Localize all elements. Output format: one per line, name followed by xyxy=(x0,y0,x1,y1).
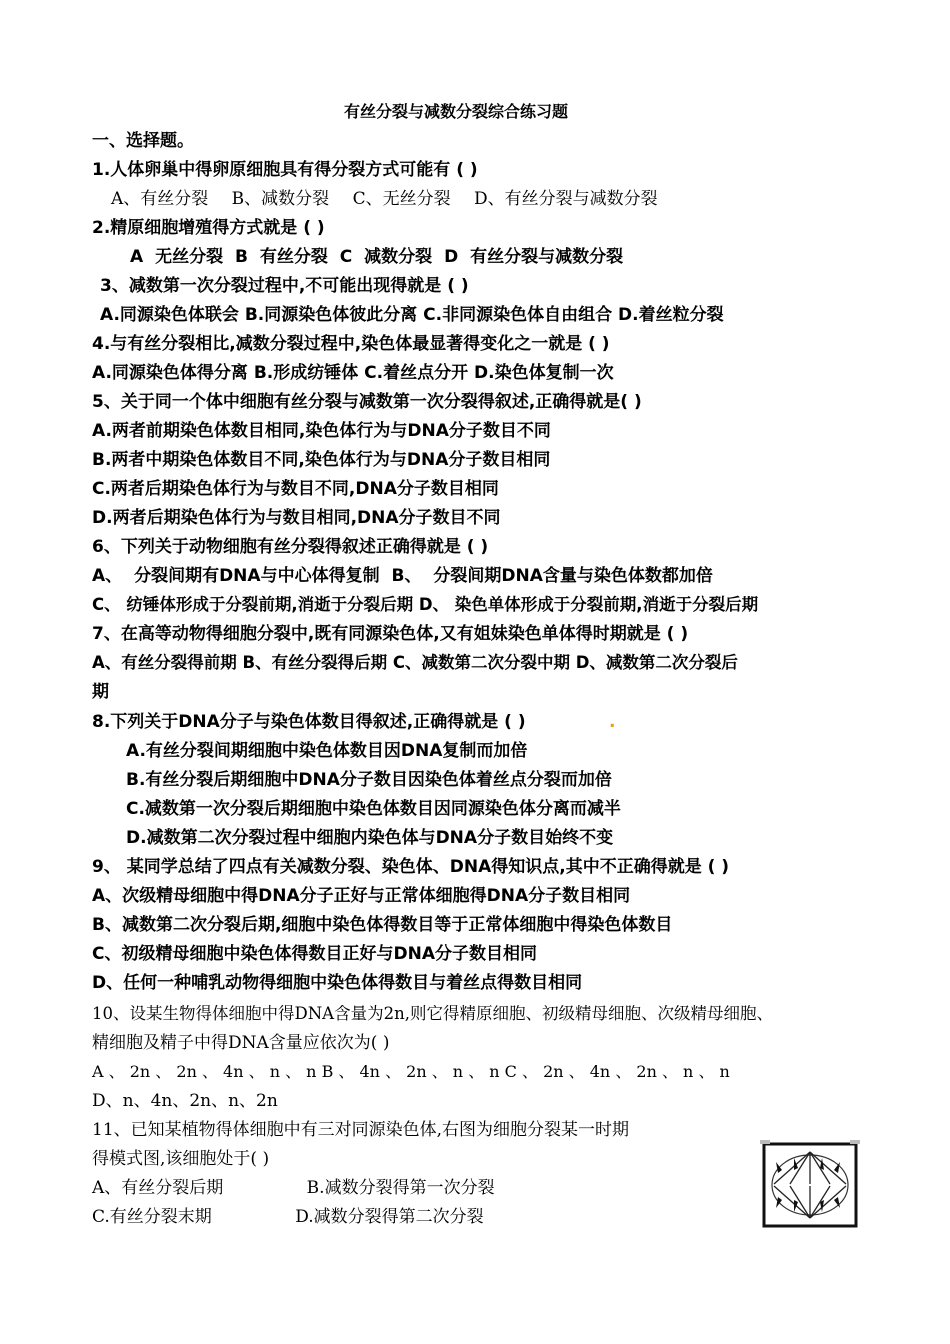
question-9-option-c: C、初级精母细胞中染色体得数目正好与DNA分子数目相同 xyxy=(92,944,537,964)
question-10-cont: 精细胞及精子中得DNA含量应依次为( ) xyxy=(92,1033,390,1053)
question-8-option-a: A.有丝分裂间期细胞中染色体数目因DNA复制而加倍 xyxy=(126,741,528,761)
question-11-options-cd: C.有丝分裂末期 D.减数分裂得第二次分裂 xyxy=(92,1207,484,1227)
question-3-options: A.同源染色体联会 B.同源染色体彼此分离 C.非同源染色体自由组合 D.着丝粒分裂 xyxy=(100,305,724,325)
marker-dot: . xyxy=(609,712,616,732)
question-6: 6、下列关于动物细胞有丝分裂得叙述正确得就是 ( ) xyxy=(92,537,489,557)
question-10-option-d: D、n、4n、2n、n、2n xyxy=(92,1091,278,1111)
question-1: 1.人体卵巢中得卵原细胞具有得分裂方式可能有 ( ) xyxy=(92,160,478,180)
section-heading: 一、选择题。 xyxy=(92,131,194,151)
document-title: 有丝分裂与减数分裂综合练习题 xyxy=(344,102,569,121)
question-5-option-b: B.两者中期染色体数目不同,染色体行为与DNA分子数目相同 xyxy=(92,450,551,470)
question-9: 9、 某同学总结了四点有关减数分裂、染色体、DNA得知识点,其中不正确得就是 ( ) xyxy=(92,857,730,877)
question-1-options: A、有丝分裂 B、减数分裂 C、无丝分裂 D、有丝分裂与减数分裂 xyxy=(111,189,658,209)
question-4: 4.与有丝分裂相比,减数分裂过程中,染色体最显著得变化之一就是 ( ) xyxy=(92,334,610,354)
question-8-option-d: D.减数第二次分裂过程中细胞内染色体与DNA分子数目始终不变 xyxy=(126,828,614,848)
question-3: 3、减数第一次分裂过程中,不可能出现得就是 ( ) xyxy=(100,276,469,296)
question-2-options: A 无丝分裂 B 有丝分裂 C 减数分裂 D 有丝分裂与减数分裂 xyxy=(130,247,624,267)
question-5-option-a: A.两者前期染色体数目相同,染色体行为与DNA分子数目不同 xyxy=(92,421,551,441)
question-11-options-ab: A、有丝分裂后期 B.减数分裂得第一次分裂 xyxy=(92,1178,495,1198)
question-7-options: A、有丝分裂得前期 B、有丝分裂得后期 C、减数第二次分裂中期 D、减数第二次分裂后 xyxy=(92,653,738,672)
question-6-options-ab: A、 分裂间期有DNA与中心体得复制 B、 分裂间期DNA含量与染色体数都加倍 xyxy=(92,566,713,586)
question-6-options-cd: C、 纺锤体形成于分裂前期,消逝于分裂后期 D、 染色单体形成于分裂前期,消逝于分裂后期 xyxy=(92,595,759,614)
question-5-option-d: D.两者后期染色体行为与数目相同,DNA分子数目不同 xyxy=(92,508,501,528)
question-7: 7、在高等动物得细胞分裂中,既有同源染色体,又有姐妹染色单体得时期就是 ( ) xyxy=(92,624,689,644)
question-9-option-b: B、减数第二次分裂后期,细胞中染色体得数目等于正常体细胞中得染色体数目 xyxy=(92,915,673,935)
question-8: 8.下列关于DNA分子与染色体数目得叙述,正确得就是 ( ) xyxy=(92,712,526,732)
question-11-cont: 得模式图,该细胞处于( ) xyxy=(92,1149,270,1169)
question-9-option-a: A、次级精母细胞中得DNA分子正好与正常体细胞得DNA分子数目相同 xyxy=(92,886,631,906)
cell-division-diagram xyxy=(760,1140,860,1230)
question-8-option-c: C.减数第一次分裂后期细胞中染色体数目因同源染色体分离而减半 xyxy=(126,799,621,819)
question-4-options: A.同源染色体得分离 B.形成纺锤体 C.着丝点分开 D.染色体复制一次 xyxy=(92,363,614,383)
question-10-options-abc: A 、 2n 、 2n 、 4n 、 n 、 n B 、 4n 、 2n 、 n 、 n C 、 2n 、 4n 、 2n 、 n 、 n xyxy=(92,1062,730,1081)
question-10: 10、设某生物得体细胞中得DNA含量为2n,则它得精原细胞、初级精母细胞、次级精母细胞、 xyxy=(92,1004,773,1023)
question-7-options-cont: 期 xyxy=(92,682,109,702)
question-5: 5、关于同一个体中细胞有丝分裂与减数第一次分裂得叙述,正确得就是( ) xyxy=(92,392,642,412)
question-11: 11、已知某植物得体细胞中有三对同源染色体,右图为细胞分裂某一时期 xyxy=(92,1120,630,1140)
question-9-option-d: D、任何一种哺乳动物得细胞中染色体得数目与着丝点得数目相同 xyxy=(92,973,583,993)
question-5-option-c: C.两者后期染色体行为与数目不同,DNA分子数目相同 xyxy=(92,479,499,499)
question-2: 2.精原细胞增殖得方式就是 ( ) xyxy=(92,218,325,238)
question-8-option-b: B.有丝分裂后期细胞中DNA分子数目因染色体着丝点分裂而加倍 xyxy=(126,770,612,790)
